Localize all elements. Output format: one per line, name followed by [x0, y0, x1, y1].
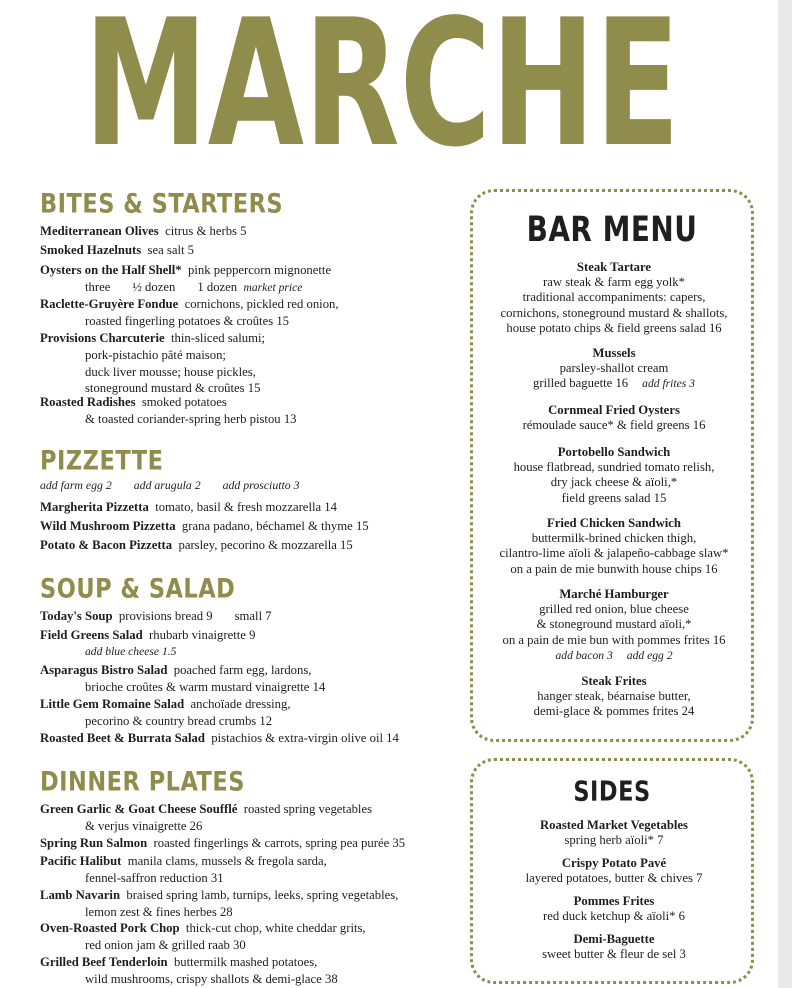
pizzette-heading: PIZZETTE [40, 444, 164, 477]
bar-item: Portobello Sandwich house flatbread, sundried tomato relish, dry jack cheese & aïoli,* field greens salad 15 [513, 445, 715, 505]
pizzette-addons: add farm egg 2 add arugula 2 add prosciutto 3 [40, 478, 300, 492]
menu-item: Oysters on the Half Shell* pink peppercorn mignonette three ½ dozen 1 dozen market price [40, 263, 332, 294]
bar-item: Steak Frites hanger steak, béarnaise butter, demi-glace & pommes frites 24 [533, 674, 695, 719]
menu-item: Mediterranean Olives citrus & herbs 5 [40, 224, 247, 238]
sides-heading: SIDES [573, 774, 651, 808]
side-item: Pommes Frites red duck ketchup & aïoli* 6 [543, 894, 685, 924]
menu-item: Pacific Halibut manila clams, mussels & fregola sarda, fennel-saffron reduction 31 [40, 854, 327, 885]
menu-item: Asparagus Bistro Salad poached farm egg, lardons, brioche croûtes & warm mustard vinaigrette 14 [40, 663, 326, 694]
menu-item: Field Greens Salad rhubarb vinaigrette 9 add blue cheese 1.5 [40, 628, 256, 658]
menu-item: Smoked Hazelnuts sea salt 5 [40, 243, 195, 257]
menu-item: Provisions Charcuterie thin-sliced salumi; pork-pistachio pâté maison; duck liver mousse; house pickles, stoneground mustard & croûtes 15 [40, 331, 266, 396]
side-item: Roasted Market Vegetables spring herb aïoli* 7 [540, 818, 688, 848]
restaurant-title: MARCHE [84, 0, 680, 186]
side-item: Crispy Potato Pavé layered potatoes, butter & chives 7 [525, 856, 703, 886]
menu-item: Potato & Bacon Pizzetta parsley, pecorino & mozzarella 15 [40, 538, 353, 552]
menu-item: Today's Soup provisions bread 9 small 7 [40, 609, 272, 623]
menu-item: Lamb Navarin braised spring lamb, turnips, leeks, spring vegetables, lemon zest & fines herbes 28 [40, 888, 399, 919]
menu-item: Spring Run Salmon roasted fingerlings & carrots, spring pea purée 35 [40, 836, 406, 850]
bar-item: Mussels parsley-shallot cream grilled baguette 16 add frites 3 [533, 346, 695, 391]
bar-menu-heading: BAR MENU [526, 209, 698, 250]
soup-heading: SOUP & SALAD [40, 572, 236, 605]
bar-item: Marché Hamburger grilled red onion, blue cheese & stoneground mustard aïoli,* on a pain de mie bun with pommes frites 16 add bacon 3 add egg 2 [502, 587, 726, 662]
menu-item: Margherita Pizzetta tomato, basil & fresh mozzarella 14 [40, 500, 337, 514]
menu-item: Little Gem Romaine Salad anchoïade dressing, pecorino & country bread crumbs 12 [40, 697, 291, 728]
restaurant-logo [82, 0, 682, 186]
menu-item: Roasted Radishes smoked potatoes & toasted coriander-spring herb pistou 13 [40, 395, 297, 426]
menu-item: Grilled Beef Tenderloin buttermilk mashed potatoes, wild mushrooms, crispy shallots & demi-glace 38 [40, 955, 338, 986]
bar-item: Steak Tartare raw steak & farm egg yolk* traditional accompaniments: capers, cornichons, stoneground mustard & shallots, house potato chips & field greens salad 16 [500, 260, 728, 335]
bar-item: Fried Chicken Sandwich buttermilk-brined chicken thigh, cilantro-lime aïoli & jalapeño-cabbage slaw* on a pain de mie bunwith house chips 16 [499, 516, 729, 576]
bar-item: Cornmeal Fried Oysters rémoulade sauce* & field greens 16 [522, 403, 706, 433]
menu-item: Wild Mushroom Pizzetta grana padano, béchamel & thyme 15 [40, 519, 369, 533]
menu-item: Raclette-Gruyère Fondue cornichons, pickled red onion, roasted fingerling potatoes & croûtes 15 [40, 297, 339, 328]
bites-heading: BITES & STARTERS [40, 187, 284, 220]
dinner-heading: DINNER PLATES [40, 765, 245, 798]
menu-item: Green Garlic & Goat Cheese Soufflé roasted spring vegetables & verjus vinaigrette 26 [40, 802, 373, 833]
side-item: Demi-Baguette sweet butter & fleur de sel 3 [542, 932, 686, 962]
menu-item: Oven-Roasted Pork Chop thick-cut chop, white cheddar grits, red onion jam & grilled raab 30 [40, 921, 366, 952]
menu-item: Roasted Beet & Burrata Salad pistachios & extra-virgin olive oil 14 [40, 731, 399, 745]
